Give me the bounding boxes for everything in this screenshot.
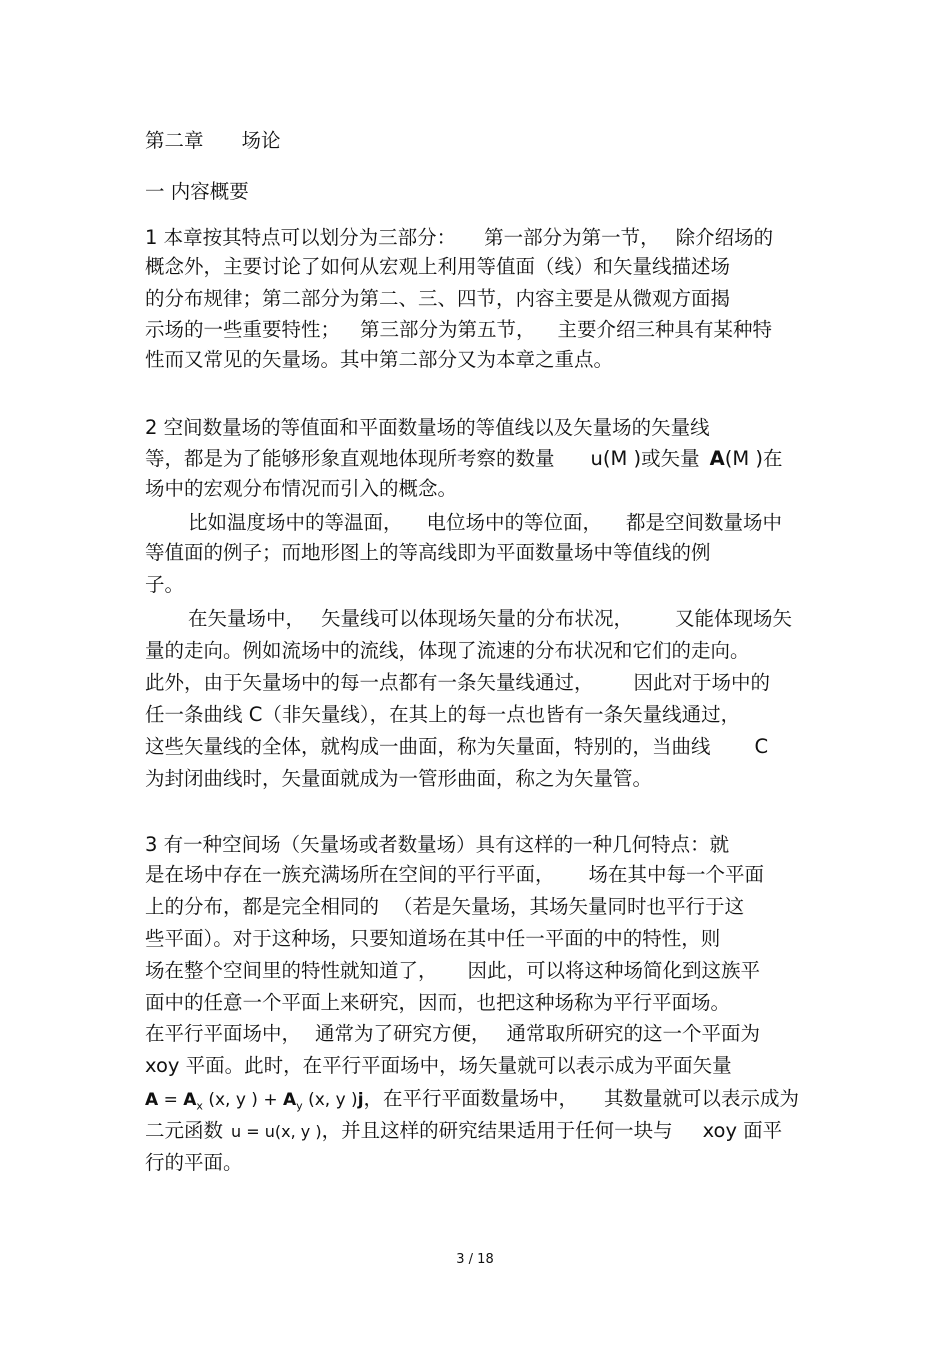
text-run: 因此，可以将这种场简化到这族平 xyxy=(467,959,761,982)
text-run: 因此对于场中的 xyxy=(633,671,771,694)
p2-line-3: 场中的宏观分布情况而引入的概念。 xyxy=(145,477,458,500)
text-run: 示场的一些重要特性； xyxy=(145,318,341,341)
text-run: 比如温度场中的等温面， xyxy=(188,511,403,534)
p3-line-1: 3 有一种空间场（矢量场或者数量场）具有这样的一种几何特点：就 xyxy=(145,833,730,856)
p3-line-5 xyxy=(145,957,760,985)
text-run: xoy 面平 xyxy=(702,1119,783,1142)
math-u-function: u = u(x, y ) xyxy=(231,1122,322,1141)
p3-line-9 xyxy=(145,1085,799,1120)
section-heading: 一 内容概要 xyxy=(145,180,249,203)
p1-line-2: 概念外，主要讨论了如何从宏观上利用等值面（线）和矢量线描述场 xyxy=(145,255,731,278)
p3-line-10 xyxy=(145,1117,782,1146)
text-run: 上的分布，都是完全相同的 xyxy=(145,895,380,918)
p3-line-6: 面中的任意一个平面上来研究，因而，也把这种场称为平行平面场。 xyxy=(145,991,731,1014)
text-run: 第一部分为第一节， xyxy=(484,226,660,249)
p2-line-5: 等值面的例子；而地形图上的等高线即为平面数量场中等值线的例 xyxy=(145,541,711,564)
p3-line-8: xoy 平面。此时，在平行平面场中，场矢量就可以表示成为平面矢量 xyxy=(145,1054,732,1077)
p2-line-2 xyxy=(145,445,783,473)
vector-formula xyxy=(145,1090,364,1113)
text-run: 第三部分为第五节， xyxy=(360,318,536,341)
text-run: 都是空间数量场中 xyxy=(626,511,783,534)
text-run: 在平行平面场中， xyxy=(145,1022,302,1045)
p3-line-3 xyxy=(145,893,744,921)
p2-line-11 xyxy=(145,733,768,761)
text-run: 通常为了研究方便， xyxy=(315,1022,491,1045)
text-run: 等，都是为了能够形象直观地体现所考察的数量 xyxy=(145,447,555,470)
math-subscript-x: x xyxy=(196,1099,203,1113)
math-component-ax: A xyxy=(183,1090,197,1110)
text-run: 场在整个空间里的特性就知道了， xyxy=(145,959,438,982)
text-run: 在 xyxy=(762,447,783,470)
p1-line-3: 的分布规律；第二部分为第二、三、四节，内容主要是从微观方面揭 xyxy=(145,287,731,310)
p2-line-6: 子。 xyxy=(145,573,185,596)
math-component-ay: A xyxy=(282,1090,297,1110)
math-vector-a: A xyxy=(709,447,725,470)
p3-line-4: 些平面）。对于这种场，只要知道场在其中任一平面的中的特性，则 xyxy=(145,927,721,950)
page-number: 3 / 18 xyxy=(456,1252,494,1267)
text-run: 场在其中每一个平面 xyxy=(588,863,765,886)
text-run: 通常取所研究的这一个平面为 xyxy=(506,1022,761,1045)
text-run: 是在场中存在一族充满场所在空间的平行平面， xyxy=(145,863,555,886)
p2-line-7 xyxy=(145,605,792,633)
math-m-arg: (M ) xyxy=(724,447,763,470)
text-run: （若是矢量场，其场矢量同时也平行于这 xyxy=(393,895,745,918)
math-args: (x, y ) xyxy=(302,1090,358,1110)
text-run: 除介绍场的 xyxy=(675,226,774,249)
p2-line-9 xyxy=(145,669,770,697)
text-run: C xyxy=(754,735,769,758)
math-plus: + xyxy=(263,1090,283,1110)
chapter-heading xyxy=(145,127,281,155)
chapter-title: 场论 xyxy=(241,129,281,152)
text-run: 矢量线可以体现场矢量的分布状况， xyxy=(321,607,634,630)
p3-line-11: 行的平面。 xyxy=(145,1151,243,1174)
text-run: 在矢量场中， xyxy=(188,607,306,630)
text-run: 或矢量 xyxy=(641,447,700,470)
p2-line-10: 任一条曲线 C（非矢量线），在其上的每一点也皆有一条矢量线通过， xyxy=(145,703,741,726)
p2-line-1: 2 空间数量场的等值面和平面数量场的等值线以及矢量场的矢量线 xyxy=(145,416,710,439)
p1-line-1 xyxy=(145,224,773,252)
p2-line-8: 量的走向。例如流场中的流线，体现了流速的分布状况和它们的走向。 xyxy=(145,639,750,662)
p3-line-7 xyxy=(145,1020,760,1048)
text-run: ，并且这样的研究结果适用于任何一块与 xyxy=(321,1119,673,1142)
text-run: 1 本章按其特点可以划分为三部分： xyxy=(145,226,457,249)
text-run: 这些矢量线的全体，就构成一曲面，称为矢量面，特别的，当曲线 xyxy=(145,735,711,758)
text-run: 主要介绍三种具有某种特 xyxy=(557,318,773,341)
p1-line-4 xyxy=(145,316,772,344)
chapter-number: 第二章 xyxy=(145,129,204,152)
text-run: 二元函数 xyxy=(145,1119,224,1142)
p1-line-5: 性而又常见的矢量场。其中第二部分又为本章之重点。 xyxy=(145,348,614,371)
math-unit-j: j xyxy=(357,1090,364,1110)
p3-line-2 xyxy=(145,861,764,889)
text-run: 此外，由于矢量场中的每一点都有一条矢量线通过， xyxy=(145,671,594,694)
math-u-of-m: u(M ) xyxy=(590,447,642,470)
p2-line-4 xyxy=(145,509,782,537)
p2-line-12: 为封闭曲线时，矢量面就成为一管形曲面，称之为矢量管。 xyxy=(145,767,653,790)
text-run: 其数量就可以表示成为 xyxy=(604,1087,800,1110)
text-run: ，在平行平面数量场中， xyxy=(363,1087,579,1110)
text-run: 电位场中的等位面， xyxy=(426,511,603,534)
math-subscript-y: y xyxy=(296,1099,303,1113)
math-args: (x, y ) xyxy=(202,1090,264,1110)
math-equals: = xyxy=(158,1090,184,1110)
text-run: 又能体现场矢 xyxy=(675,607,793,630)
math-vector-a: A xyxy=(145,1090,159,1110)
